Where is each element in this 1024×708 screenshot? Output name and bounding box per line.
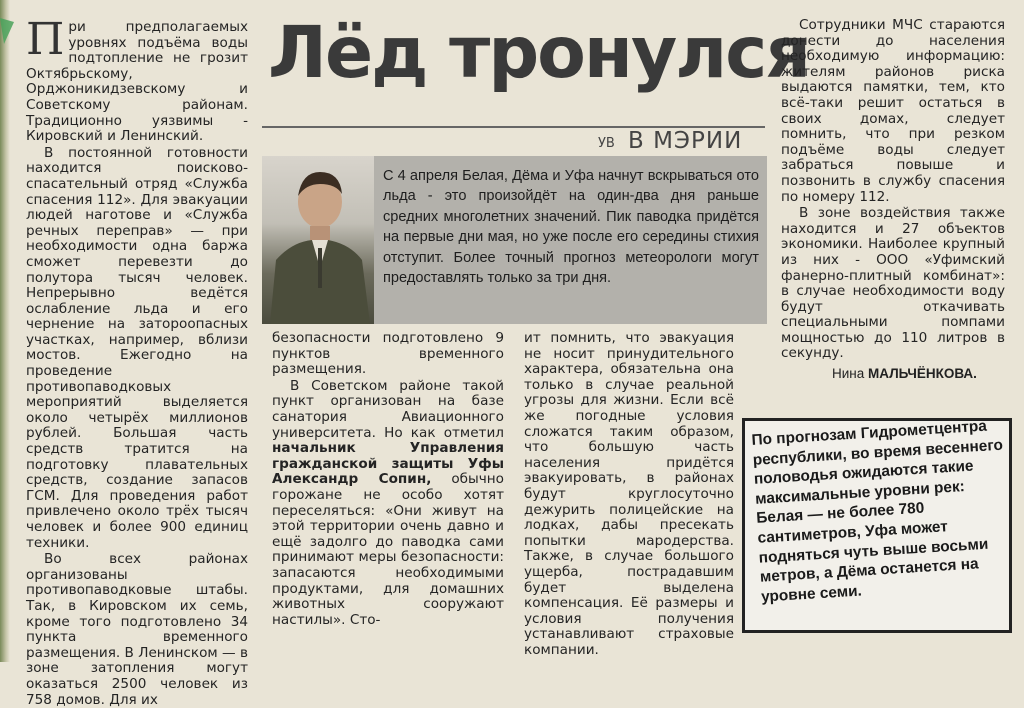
forecast-sidebar [742,418,1012,633]
portrait-photo [262,156,374,324]
article-paragraph: Сотрудники МЧС стараются донести до населения необходимую информацию: жителям районов риска выдаются памятки, тем, кто всё-таки решит остаться в своих домах, следует помнить, что при резком подъёме воды следует забраться повыше и позвонить в службу спасения по номеру 112. [781,17,1005,205]
drop-cap: П [26,14,65,65]
byline [832,366,977,381]
author-first-name: Нина [832,366,865,381]
article-paragraph: ит помнить, что эвакуация не носит принудительного характера, обязательна она только в случае реальной угрозы для жизни. Если всё же погодные условия сложатся таким образом, что большую часть населения придётся эвакуировать, в районах будут круглосуточно дежурить полицейские на лодках, дабы пресекать попытки мародерства. Также, в случае большого ущерба, пострадавшим будет выделена компенсация. Её размеры и условия получения устанавливают страховые компании. [524,330,734,658]
article-column-2 [272,331,504,628]
quote-text: С 4 апреля Белая, Дёма и Уфа начнут вскрываться ото льда - это произойдёт на один-два дня раньше средних многолетних значений. Пик паводка придётся на первые дни мая, но уже после его середины стихия отступит. Более точный прогноз метеорологи могут предоставлять только за три дня. [383,168,759,287]
article-column-4 [781,18,1005,362]
rubric-bar [262,126,765,154]
article-paragraph: В Советском районе такой пункт организован на базе санатория Авиационного университета. Но как отметил начальник Управления гражданской защиты Уфы Александр Сопин, обычно горожане не особо хотят переселяться: «Они живут на этой территории очень давно и ещё задолго до паводка сами принимают меры безопасности: запасаются необходимыми продуктами, для домашних животных сооружают настилы». Сто- [272,377,504,628]
article-paragraph: В постоянной готовности находится поисково-спасательный отряд «Служба спасения 112». Для эвакуации людей наготове и «Служба речных переправ» — при необходимости одна баржа сможет перевезти до полутора тысяч человек. Непрерывно ведётся ослабление льда и его чернение на затороопасных участках, например, вблизи мостов. Ежегодно на проведение противопаводковых мероприятий выделяется около четырёх миллионов рублей. Большая часть средств тратится на подготовку плавательных средств, создание запасов ГСМ. Для проведения работ привлечено около трёх тысяч человек и более 900 единиц техники. [26,144,248,551]
forecast-text: По прогнозам Гидрометцентра республики, во время весеннего половодья ожидаются такие максимальные уровни рек: Белая — не более 780 сантиметров, Уфа может подняться чуть выше восьми метров, а Дёма останется на уровне семи. [751,417,1004,606]
article-paragraph: В зоне воздействия также находится и 27 объектов экономики. Наиболее крупный из них - ООО «Уфимский фанерно-плитный комбинат»: в случае необходимости воду будут откачивать специальными помпами мощностью до 110 литров в секунду. [781,205,1005,362]
green-marker-icon [0,16,24,46]
article-paragraph: Во всех районах организованы противопаводковые штабы. Так, в Кировском их семь, кроме того подготовлено 34 пункта временного размещения. В Ленинском — в зоне затопления могут оказаться 2500 человек из 758 домов. Для их [26,551,248,708]
torn-edge [0,0,10,662]
author-last-name: МАЛЬЧЁНКОВА. [868,366,977,381]
official-name: начальник Управления гражданской защиты Уфы Александр Сопин, [272,440,504,488]
portrait-illustration [262,156,374,324]
article-column-1 [26,14,248,708]
article-column-3 [524,331,734,658]
rubric-title: В МЭРИИ [628,128,743,154]
article-paragraph: При предполагаемых уровнях подъёма воды подтопление не грозит Октябрьскому, Орджоникидзевскому и Советскому районам. Традиционно уязвимы - Кировский и Ленинский. [26,14,248,145]
quote-box [262,156,767,324]
article-paragraph: безопасности подготовлено 9 пунктов временного размещения. [272,330,504,378]
rubric-prefix: УВ [598,136,615,151]
headline: Лёд тронулся [268,11,809,94]
